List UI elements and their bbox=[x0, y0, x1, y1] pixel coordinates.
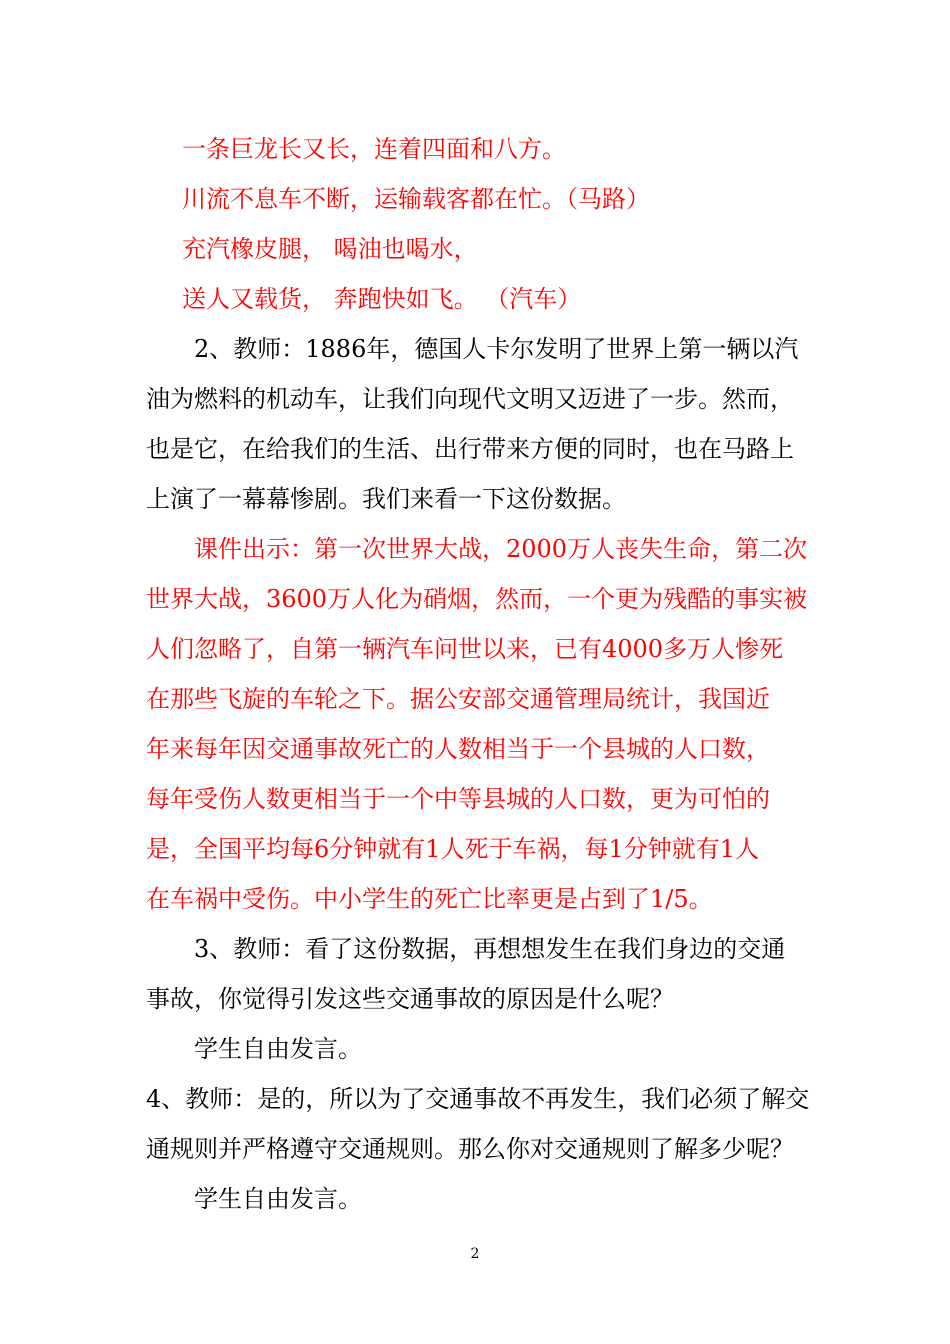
paragraph-2-line-1: 2、教师：1886年，德国人卡尔发明了世界上第一辆以汽 bbox=[194, 335, 799, 363]
courseware-line-7: 是，全国平均每6分钟就有1人死于车祸，每1分钟就有1人 bbox=[146, 835, 760, 863]
paragraph-4-line-2: 通规则并严格遵守交通规则。那么你对交通规则了解多少呢？ bbox=[146, 1135, 794, 1163]
courseware-line-8: 在车祸中受伤。中小学生的死亡比率更是占到了1/5。 bbox=[146, 885, 713, 913]
riddle-car-line-2: 送人又载货， 奔跑快如飞。 （汽车） bbox=[182, 285, 582, 313]
paragraph-3-line-2: 事故，你觉得引发这些交通事故的原因是什么呢？ bbox=[146, 985, 674, 1013]
riddle-road-line-1: 一条巨龙长又长，连着四面和八方。 bbox=[182, 135, 566, 163]
paragraph-4-line-1: 4、教师：是的，所以为了交通事故不再发生，我们必须了解交 bbox=[146, 1085, 810, 1113]
courseware-line-2: 世界大战，3600万人化为硝烟，然而，一个更为残酷的事实被 bbox=[146, 585, 808, 613]
courseware-line-1: 课件出示：第一次世界大战，2000万人丧失生命，第二次 bbox=[194, 535, 808, 563]
paragraph-3-line-1: 3、教师：看了这份数据，再想想发生在我们身边的交通 bbox=[194, 935, 786, 963]
student-speech-2: 学生自由发言。 bbox=[194, 1185, 362, 1213]
paragraph-2-line-3: 也是它，在给我们的生活、出行带来方便的同时，也在马路上 bbox=[146, 435, 794, 463]
riddle-car-line-1: 充汽橡皮腿， 喝油也喝水， bbox=[182, 235, 478, 263]
courseware-line-5: 年来每年因交通事故死亡的人数相当于一个县城的人口数， bbox=[146, 735, 770, 763]
riddle-road-line-2: 川流不息车不断，运输载客都在忙。（马路） bbox=[182, 185, 650, 213]
student-speech-1: 学生自由发言。 bbox=[194, 1035, 362, 1063]
page-number: 2 bbox=[470, 1246, 480, 1262]
courseware-line-6: 每年受伤人数更相当于一个中等县城的人口数，更为可怕的 bbox=[146, 785, 770, 813]
courseware-line-4: 在那些飞旋的车轮之下。据公安部交通管理局统计，我国近 bbox=[146, 685, 770, 713]
paragraph-2-line-2: 油为燃料的机动车，让我们向现代文明又迈进了一步。然而， bbox=[146, 385, 794, 413]
paragraph-2-line-4: 上演了一幕幕惨剧。我们来看一下这份数据。 bbox=[146, 485, 626, 513]
courseware-line-3: 人们忽略了，自第一辆汽车问世以来，已有4000多万人惨死 bbox=[146, 635, 784, 663]
document-body bbox=[146, 124, 812, 1224]
